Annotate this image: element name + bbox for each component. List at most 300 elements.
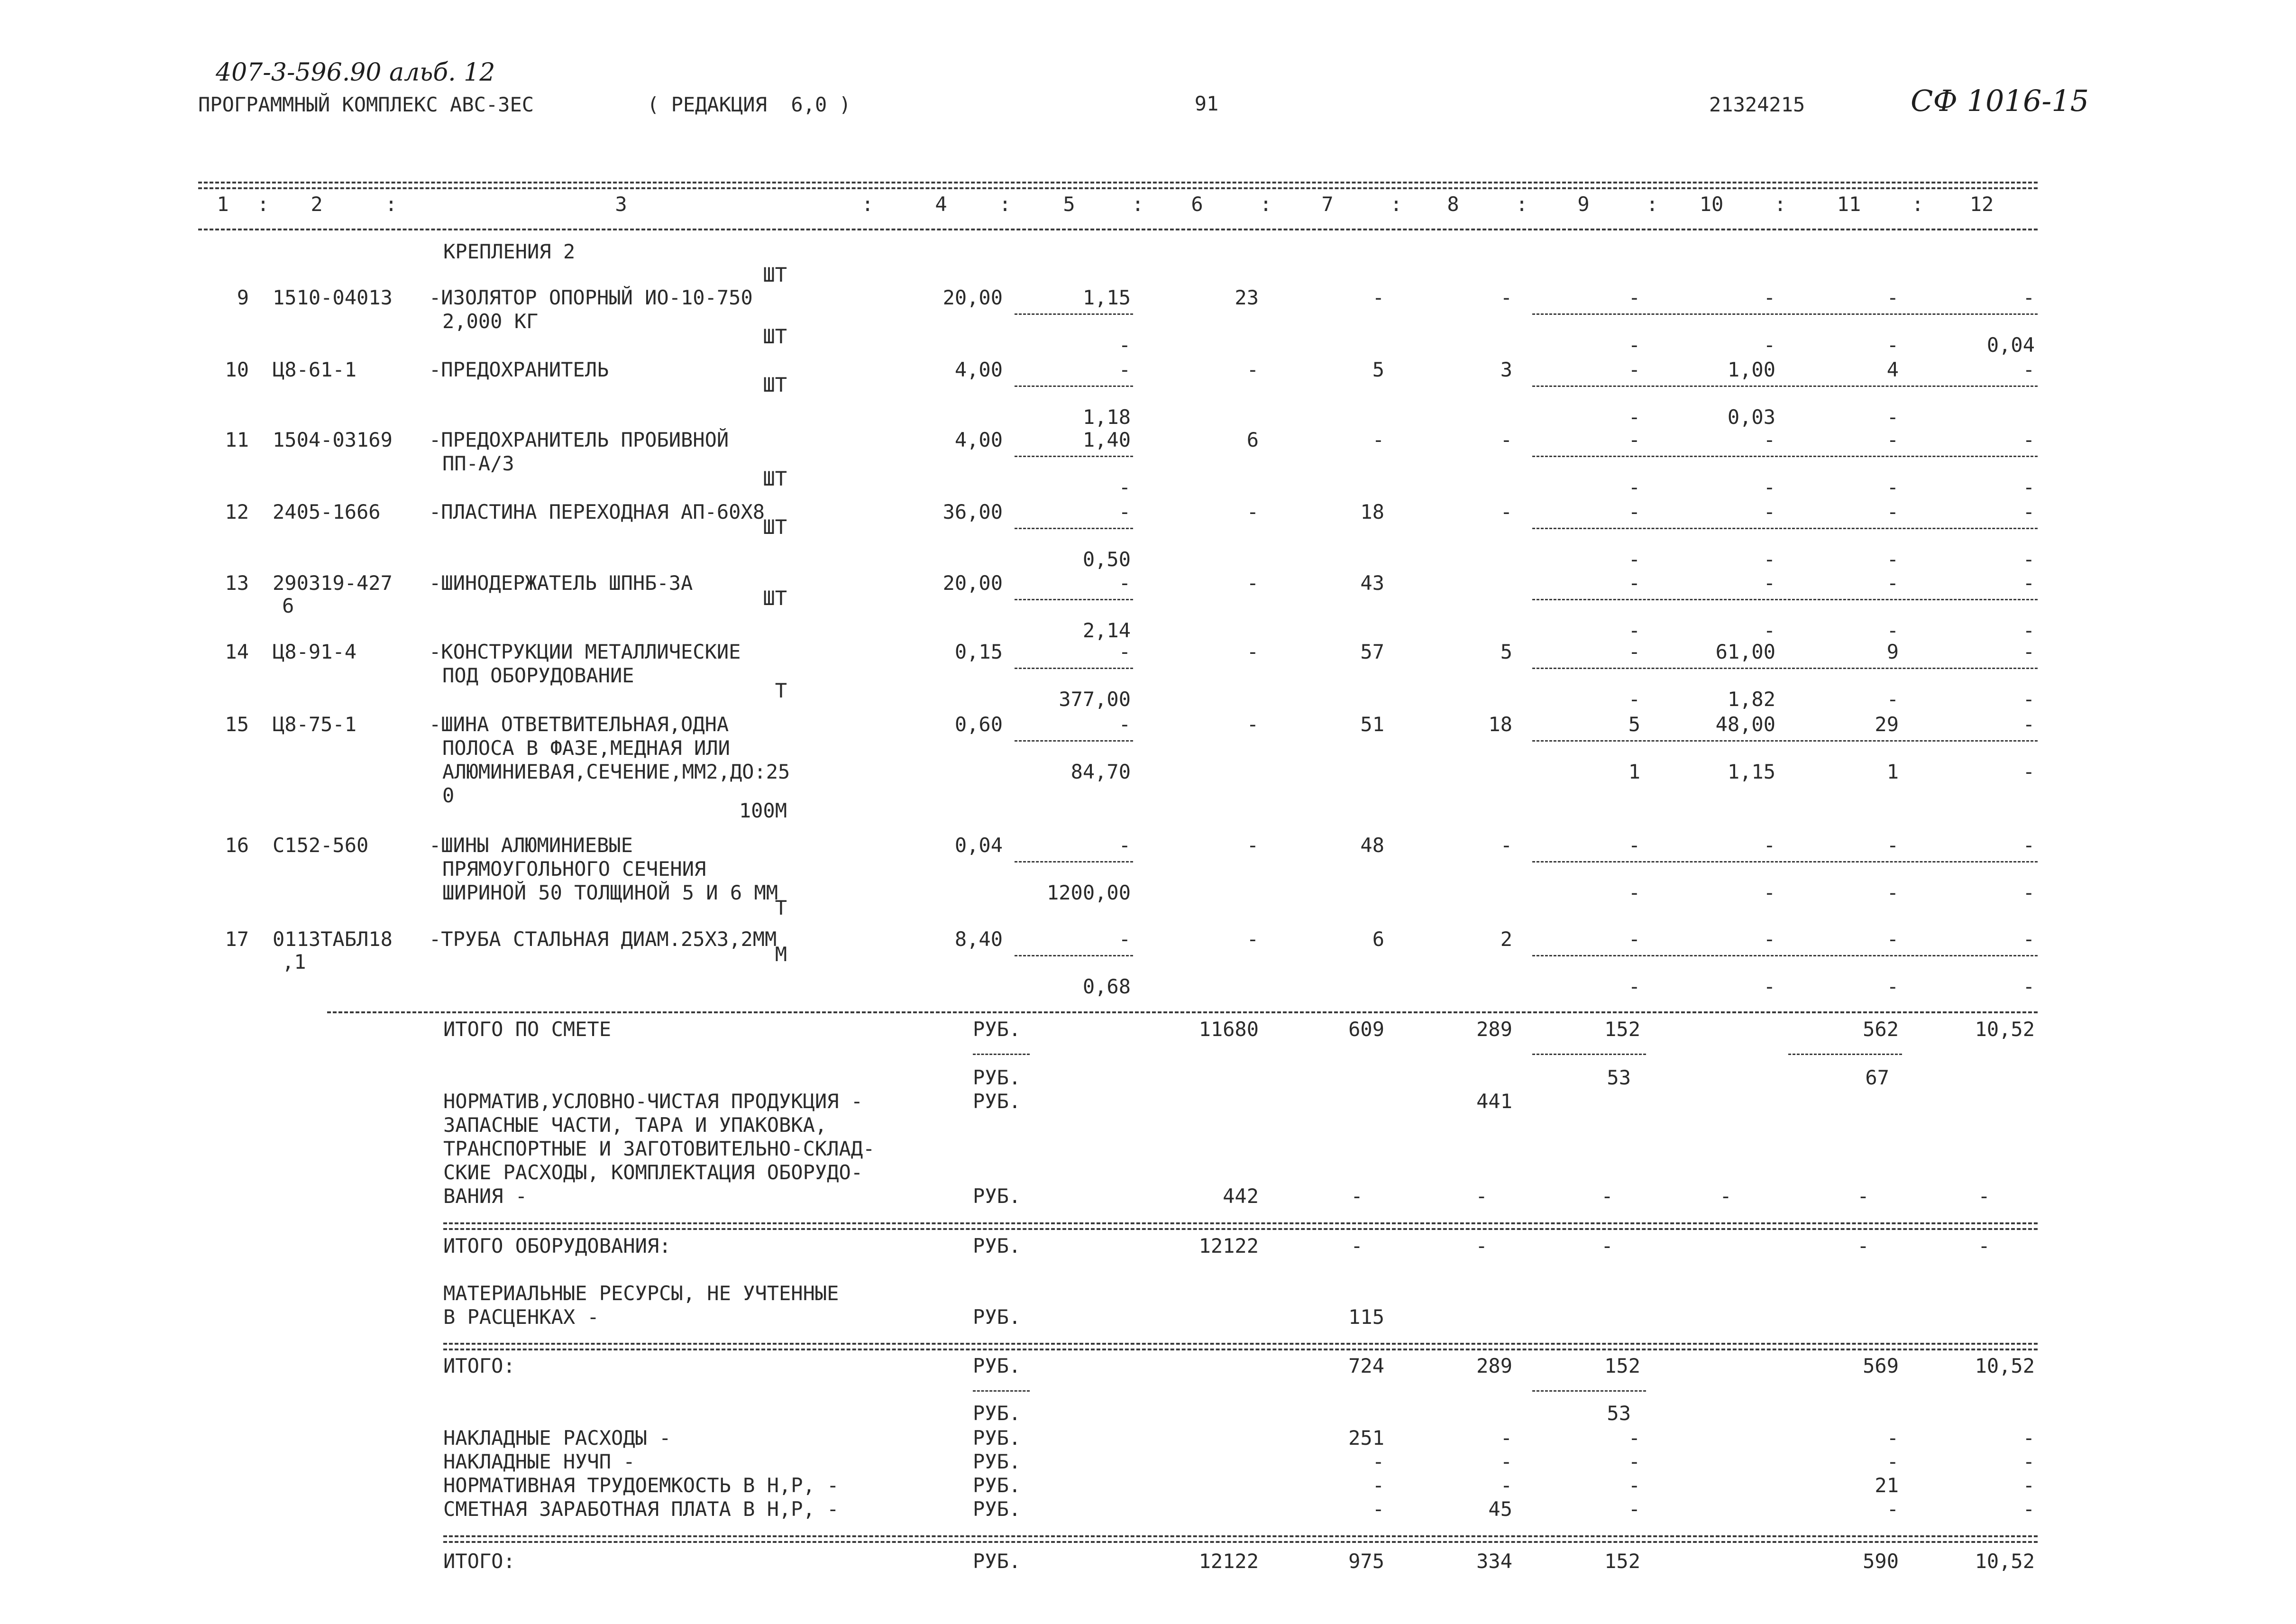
row-col5: - [1118, 834, 1131, 857]
row-code: Ц8-61-1 [273, 358, 357, 381]
row-c6: - [1246, 834, 1259, 857]
col5-rule [1015, 740, 1133, 742]
row-c9b: - [1628, 975, 1640, 998]
overhead-col9: - [1628, 1426, 1640, 1450]
rule [443, 1541, 2038, 1543]
total-estimate-col6: 11680 [1198, 1018, 1259, 1041]
equipment-total-col11: - [1857, 1234, 1869, 1257]
overhead-col12: - [2022, 1497, 2035, 1521]
row-code: Ц8-75-1 [273, 713, 357, 736]
row-c9: - [1628, 834, 1640, 857]
row-c12b: - [2022, 688, 2035, 711]
equipment-total-col8: - [1475, 1234, 1488, 1257]
overhead-label: НАКЛАДНЫЕ РАСХОДЫ - [443, 1426, 671, 1450]
cols9-12-rule [1532, 528, 2038, 529]
row-description-line: ПРЯМОУГОЛЬНОГО СЕЧЕНИЯ [442, 857, 706, 881]
row-description-line: ПОЛОСА В ФАЗЕ,МЕДНАЯ ИЛИ [442, 736, 730, 760]
column-header-3: 3 [615, 193, 627, 216]
overhead-col9: - [1628, 1450, 1640, 1473]
row-number: 16 [225, 834, 249, 857]
row-c9: - [1628, 286, 1640, 309]
row-quantity: 20,00 [942, 571, 1003, 595]
overhead-unit: РУБ. [973, 1474, 1021, 1497]
row-c10b: - [1763, 881, 1775, 904]
row-unit: ШТ [763, 587, 787, 610]
document-code: 21324215 [1709, 93, 1805, 116]
row-c9b: - [1628, 333, 1640, 357]
column-separator: : [257, 193, 269, 216]
grand-total-col12: 10,52 [1975, 1550, 2035, 1573]
row-quantity: 36,00 [942, 500, 1003, 523]
row-c9: 5 [1628, 713, 1640, 736]
overhead-col11: - [1886, 1450, 1899, 1473]
total-estimate-col8: 289 [1476, 1018, 1512, 1041]
rule [1532, 1390, 1646, 1392]
row-unit: 100М [739, 799, 787, 822]
row-c6: 23 [1235, 286, 1259, 309]
row-col5-second: 377,00 [1059, 688, 1131, 711]
row-c9: - [1628, 927, 1640, 951]
overhead-col8: - [1500, 1474, 1512, 1497]
row-description-line: -ИЗОЛЯТОР ОПОРНЫЙ ИО-10-750 [429, 286, 753, 309]
row-number: 11 [225, 428, 249, 451]
row-col5-second: 84,70 [1070, 760, 1131, 783]
edition-label: ( РЕДАКЦИЯ 6,0 ) [647, 93, 851, 116]
overhead-col9: - [1628, 1497, 1640, 1521]
equipment-total-col12: - [1978, 1234, 1990, 1257]
row-c9: - [1628, 428, 1640, 451]
row-c11b: - [1886, 476, 1899, 499]
cols9-12-rule [1532, 668, 2038, 669]
row-c11: - [1886, 571, 1899, 595]
row-c9: - [1628, 358, 1640, 381]
row-c12b: - [2022, 476, 2035, 499]
normative-line-5: ВАНИЯ - [443, 1184, 528, 1208]
row-description-line: ШИРИНОЙ 50 ТОЛЩИНОЙ 5 И 6 ММ [442, 881, 778, 904]
total-estimate-col9b: 53 [1607, 1066, 1631, 1089]
normative-col6: 442 [1223, 1184, 1259, 1208]
row-c10b: 1,82 [1727, 688, 1775, 711]
normative-col10: - [1720, 1184, 1732, 1208]
row-c11b: - [1886, 619, 1899, 642]
column-header-8: 8 [1447, 193, 1459, 216]
row-c7: 5 [1372, 358, 1384, 381]
row-c11b: - [1886, 548, 1899, 571]
row-col5: - [1118, 500, 1131, 523]
row-c11: - [1886, 500, 1899, 523]
normative-unit1: РУБ. [973, 1090, 1021, 1113]
row-description-line: -ПРЕДОХРАНИТЕЛЬ [429, 358, 609, 381]
row-c11: - [1886, 834, 1899, 857]
row-c6: - [1246, 640, 1259, 663]
column-header-9: 9 [1577, 193, 1590, 216]
row-quantity: 8,40 [954, 927, 1003, 951]
cols9-12-rule [1532, 955, 2038, 956]
row-code: 1510-04013 [273, 286, 393, 309]
row-unit: Т [775, 679, 787, 702]
normative-unit2: РУБ. [973, 1184, 1021, 1208]
cols9-12-rule [1532, 456, 2038, 457]
column-header-6: 6 [1191, 193, 1203, 216]
subtotal-col12: 10,52 [1975, 1354, 2035, 1377]
row-c6: - [1246, 358, 1259, 381]
normative-col8a: 441 [1476, 1090, 1512, 1113]
subtotal-unit: РУБ. [973, 1354, 1021, 1377]
subtotal-col11: 569 [1863, 1354, 1899, 1377]
row-unit-top: ШТ [763, 263, 787, 286]
column-separator: : [1646, 193, 1658, 216]
row-c10b: - [1763, 548, 1775, 571]
row-c7: 48 [1360, 834, 1384, 857]
row-number: 13 [225, 571, 249, 595]
row-c7: 18 [1360, 500, 1384, 523]
row-c9b: - [1628, 688, 1640, 711]
row-c12b: - [2022, 619, 2035, 642]
row-description-line: -ШИНА ОТВЕТВИТЕЛЬНАЯ,ОДНА [429, 713, 729, 736]
row-unit: ШТ [763, 325, 787, 348]
row-c9b: - [1628, 548, 1640, 571]
total-estimate-col9: 152 [1604, 1018, 1640, 1041]
equipment-total-col6: 12122 [1198, 1234, 1259, 1257]
normative-line-2: ЗАПАСНЫЕ ЧАСТИ, ТАРА И УПАКОВКА, [443, 1113, 827, 1137]
row-c12: - [2022, 358, 2035, 381]
row-c11b: 1 [1886, 760, 1899, 783]
equipment-total-label: ИТОГО ОБОРУДОВАНИЯ: [443, 1234, 671, 1257]
overhead-col11: 21 [1875, 1474, 1899, 1497]
col5-rule [1015, 668, 1133, 669]
row-c12: - [2022, 713, 2035, 736]
grand-total-col8: 334 [1476, 1550, 1512, 1573]
summary-top-rule [327, 1011, 2038, 1013]
row-c12: - [2022, 428, 2035, 451]
row-col5: - [1118, 571, 1131, 595]
row-c11: 29 [1875, 713, 1899, 736]
row-number: 15 [225, 713, 249, 736]
col5-rule [1015, 955, 1133, 956]
total-estimate-col11b: 67 [1865, 1066, 1889, 1089]
row-quantity: 20,00 [942, 286, 1003, 309]
row-code: 290319-427 [273, 571, 393, 595]
row-c10: - [1763, 428, 1775, 451]
row-code: 2405-1666 [273, 500, 381, 523]
col5-rule [1015, 456, 1133, 457]
overhead-label: НОРМАТИВНАЯ ТРУДОЕМКОСТЬ В Н,Р, - [443, 1474, 839, 1497]
materials-unit: РУБ. [973, 1305, 1021, 1329]
normative-line-3: ТРАНСПОРТНЫЕ И ЗАГОТОВИТЕЛЬНО-СКЛАД- [443, 1137, 875, 1160]
total-estimate-col11: 562 [1863, 1018, 1899, 1041]
row-unit: Т [775, 896, 787, 919]
row-c7: 57 [1360, 640, 1384, 663]
row-description-line: -КОНСТРУКЦИИ МЕТАЛЛИЧЕСКИЕ [429, 640, 741, 663]
column-header-1: 1 [217, 193, 229, 216]
row-unit: ШТ [763, 467, 787, 490]
header-bottom-rule [198, 229, 2038, 230]
row-c11b: - [1886, 688, 1899, 711]
row-c6: 6 [1246, 428, 1259, 451]
row-c8: - [1500, 500, 1512, 523]
equipment-total-unit: РУБ. [973, 1234, 1021, 1257]
column-header-12: 12 [1969, 193, 1994, 216]
row-c6: - [1246, 500, 1259, 523]
col5-rule [1015, 861, 1133, 862]
column-header-2: 2 [311, 193, 323, 216]
materials-line-1: МАТЕРИАЛЬНЫЕ РЕСУРСЫ, НЕ УЧТЕННЫЕ [443, 1282, 839, 1305]
column-header-7: 7 [1321, 193, 1334, 216]
row-c9: - [1628, 571, 1640, 595]
row-c6: - [1246, 571, 1259, 595]
row-col5-second: 2,14 [1082, 619, 1131, 642]
row-col5: 1,40 [1082, 428, 1131, 451]
row-c10b: 0,03 [1727, 405, 1775, 429]
normative-col9: - [1601, 1184, 1613, 1208]
rule [973, 1054, 1030, 1055]
row-c11: - [1886, 428, 1899, 451]
row-c6: - [1246, 927, 1259, 951]
column-separator: : [1912, 193, 1924, 216]
row-number: 17 [225, 927, 249, 951]
row-c10: 61,00 [1715, 640, 1775, 663]
row-col5-second: 0,68 [1082, 975, 1131, 998]
row-quantity: 4,00 [954, 428, 1003, 451]
column-separator: : [1516, 193, 1528, 216]
row-description-line: -ТРУБА СТАЛЬНАЯ ДИАМ.25Х3,2ММ [429, 927, 777, 951]
column-header-11: 11 [1837, 193, 1861, 216]
column-separator: : [1774, 193, 1786, 216]
subtotal-col8: 289 [1476, 1354, 1512, 1377]
normative-col12: - [1978, 1184, 1990, 1208]
row-c9b: - [1628, 405, 1640, 429]
row-description-line: АЛЮМИНИЕВАЯ,СЕЧЕНИЕ,ММ2,ДО:25 [442, 760, 790, 783]
row-c11b: - [1886, 975, 1899, 998]
grand-total-col11: 590 [1863, 1550, 1899, 1573]
cols9-12-rule [1532, 385, 2038, 387]
row-code-continuation: 6 [282, 594, 294, 617]
row-c8: 2 [1500, 927, 1512, 951]
row-quantity: 0,15 [954, 640, 1003, 663]
overhead-col12: - [2022, 1474, 2035, 1497]
equipment-total-col7: - [1351, 1234, 1363, 1257]
normative-col11: - [1857, 1184, 1869, 1208]
row-description-line: -ШИНЫ АЛЮМИНИЕВЫЕ [429, 834, 633, 857]
row-c11: - [1886, 286, 1899, 309]
subtotal-label: ИТОГО: [443, 1354, 515, 1377]
row-description-line: ПОД ОБОРУДОВАНИЕ [442, 664, 634, 687]
row-c10: - [1763, 571, 1775, 595]
table-top-rule [198, 182, 2038, 184]
overhead-col8: - [1500, 1426, 1512, 1450]
overhead-col7: 251 [1348, 1426, 1384, 1450]
cols9-12-rule [1532, 313, 2038, 315]
overhead-col11: - [1886, 1497, 1899, 1521]
program-title: ПРОГРАММНЫЙ КОМПЛЕКС АВС-3ЕС [198, 93, 534, 116]
col5-rule [1015, 528, 1133, 529]
row-unit: М [775, 943, 787, 966]
overhead-unit: РУБ. [973, 1497, 1021, 1521]
total-estimate-unit2: РУБ. [973, 1066, 1021, 1089]
column-separator: : [861, 193, 874, 216]
row-col5-second: 0,50 [1082, 548, 1131, 571]
column-separator: : [999, 193, 1011, 216]
row-c10b: - [1763, 619, 1775, 642]
row-c9b: - [1628, 881, 1640, 904]
row-code: 0113ТАБЛ18 [273, 927, 393, 951]
row-c10b: - [1763, 333, 1775, 357]
row-c9: - [1628, 640, 1640, 663]
column-header-10: 10 [1699, 193, 1724, 216]
row-quantity: 0,04 [954, 834, 1003, 857]
rule [973, 1390, 1030, 1392]
row-c11b: - [1886, 405, 1899, 429]
rule [443, 1222, 2038, 1224]
row-col5: - [1118, 927, 1131, 951]
row-c10: - [1763, 927, 1775, 951]
row-c12: - [2022, 834, 2035, 857]
column-separator: : [1390, 193, 1402, 216]
subtotal-unit2: РУБ. [973, 1402, 1021, 1425]
row-c10b: 1,15 [1727, 760, 1775, 783]
row-c12: - [2022, 927, 2035, 951]
overhead-col7: - [1372, 1497, 1384, 1521]
row-c12b: - [2022, 881, 2035, 904]
rule [443, 1535, 2038, 1537]
column-separator: : [1132, 193, 1144, 216]
row-c7: 51 [1360, 713, 1384, 736]
row-c9b: - [1628, 619, 1640, 642]
column-header-4: 4 [935, 193, 947, 216]
overhead-col12: - [2022, 1450, 2035, 1473]
normative-line-4: СКИЕ РАСХОДЫ, КОМПЛЕКТАЦИЯ ОБОРУДО- [443, 1161, 863, 1184]
row-col5: - [1118, 358, 1131, 381]
row-number: 14 [225, 640, 249, 663]
grand-total-unit: РУБ. [973, 1550, 1021, 1573]
rule [1532, 1054, 1646, 1055]
grand-total-label: ИТОГО: [443, 1550, 515, 1573]
total-estimate-col12: 10,52 [1975, 1018, 2035, 1041]
row-code: 1504-03169 [273, 428, 393, 451]
row-c9b: 1 [1628, 760, 1640, 783]
row-c10: 1,00 [1727, 358, 1775, 381]
overhead-col8: - [1500, 1450, 1512, 1473]
row-quantity: 0,60 [954, 713, 1003, 736]
row-c8: 5 [1500, 640, 1512, 663]
row-c9b: - [1628, 476, 1640, 499]
col5-rule [1015, 599, 1133, 600]
column-header-5: 5 [1063, 193, 1075, 216]
cols9-12-rule [1532, 740, 2038, 742]
grand-total-col9: 152 [1604, 1550, 1640, 1573]
row-number: 12 [225, 500, 249, 523]
row-c11b: - [1886, 333, 1899, 357]
row-c8: - [1500, 834, 1512, 857]
subtotal-col7: 724 [1348, 1354, 1384, 1377]
row-c11: 9 [1886, 640, 1899, 663]
overhead-unit: РУБ. [973, 1426, 1021, 1450]
row-c10b: - [1763, 476, 1775, 499]
normative-col7: - [1351, 1184, 1363, 1208]
row-description-line: ПП-А/3 [442, 452, 514, 475]
row-c12: - [2022, 640, 2035, 663]
overhead-label: НАКЛАДНЫЕ НУЧП - [443, 1450, 635, 1473]
row-c11: 4 [1886, 358, 1899, 381]
row-col5-second: 1,18 [1082, 405, 1131, 429]
row-c12b: - [2022, 975, 2035, 998]
total-estimate-unit: РУБ. [973, 1018, 1021, 1041]
row-c8: - [1500, 428, 1512, 451]
grand-total-col6: 12122 [1198, 1550, 1259, 1573]
row-c12b: - [2022, 548, 2035, 571]
row-description-line: -ШИНОДЕРЖАТЕЛЬ ШПНБ-3А [429, 571, 693, 595]
row-c8: 18 [1488, 713, 1512, 736]
page-number: 91 [1194, 92, 1219, 115]
row-c10: - [1763, 834, 1775, 857]
album-reference: 407-3-596.90 альб. 12 [216, 58, 495, 87]
row-c7: - [1372, 428, 1384, 451]
row-c11: - [1886, 927, 1899, 951]
subtotal-col9b: 53 [1607, 1402, 1631, 1425]
overhead-col8: 45 [1488, 1497, 1512, 1521]
cols9-12-rule [1532, 861, 2038, 862]
subtotal-col9: 152 [1604, 1354, 1640, 1377]
handwritten-stamp: СФ 1016-15 [1911, 83, 2089, 118]
row-c6: - [1246, 713, 1259, 736]
col5-rule [1015, 385, 1133, 387]
total-estimate-label: ИТОГО ПО СМЕТЕ [443, 1018, 612, 1041]
row-c12b: 0,04 [1986, 333, 2035, 357]
row-col5-second: - [1118, 476, 1131, 499]
row-c7: 6 [1372, 927, 1384, 951]
overhead-col7: - [1372, 1450, 1384, 1473]
column-separator: : [1260, 193, 1272, 216]
row-c12b: - [2022, 760, 2035, 783]
row-c10b: - [1763, 975, 1775, 998]
row-c10: - [1763, 500, 1775, 523]
row-c11b: - [1886, 881, 1899, 904]
total-estimate-col7: 609 [1348, 1018, 1384, 1041]
row-c7: - [1372, 286, 1384, 309]
row-col5-second: - [1118, 333, 1131, 357]
overhead-col12: - [2022, 1426, 2035, 1450]
section-title: КРЕПЛЕНИЯ 2 [443, 240, 576, 263]
row-c10: 48,00 [1715, 713, 1775, 736]
overhead-col9: - [1628, 1474, 1640, 1497]
grand-total-col7: 975 [1348, 1550, 1384, 1573]
rule [443, 1349, 2038, 1350]
rule [443, 1343, 2038, 1345]
row-col5: - [1118, 640, 1131, 663]
row-c9: - [1628, 500, 1640, 523]
row-unit: ШТ [763, 515, 787, 539]
equipment-total-col9: - [1601, 1234, 1613, 1257]
row-c8: 3 [1500, 358, 1512, 381]
row-description-line: 0 [442, 784, 455, 807]
column-separator: : [385, 193, 397, 216]
row-quantity: 4,00 [954, 358, 1003, 381]
materials-col7: 115 [1348, 1305, 1384, 1329]
rule [443, 1228, 2038, 1230]
row-number: 10 [225, 358, 249, 381]
row-col5: - [1118, 713, 1131, 736]
normative-line-1: НОРМАТИВ,УСЛОВНО-ЧИСТАЯ ПРОДУКЦИЯ - [443, 1090, 863, 1113]
row-code-continuation: ,1 [282, 950, 306, 973]
row-description-line: 2,000 КГ [442, 310, 539, 333]
overhead-label: СМЕТНАЯ ЗАРАБОТНАЯ ПЛАТА В Н,Р, - [443, 1497, 839, 1521]
table-top-rule-2 [198, 187, 2038, 189]
row-description-line: -ПЛАСТИНА ПЕРЕХОДНАЯ АП-60Х8 [429, 500, 765, 523]
row-col5: 1,15 [1082, 286, 1131, 309]
row-code: С152-560 [273, 834, 369, 857]
row-c10: - [1763, 286, 1775, 309]
row-c7: 43 [1360, 571, 1384, 595]
